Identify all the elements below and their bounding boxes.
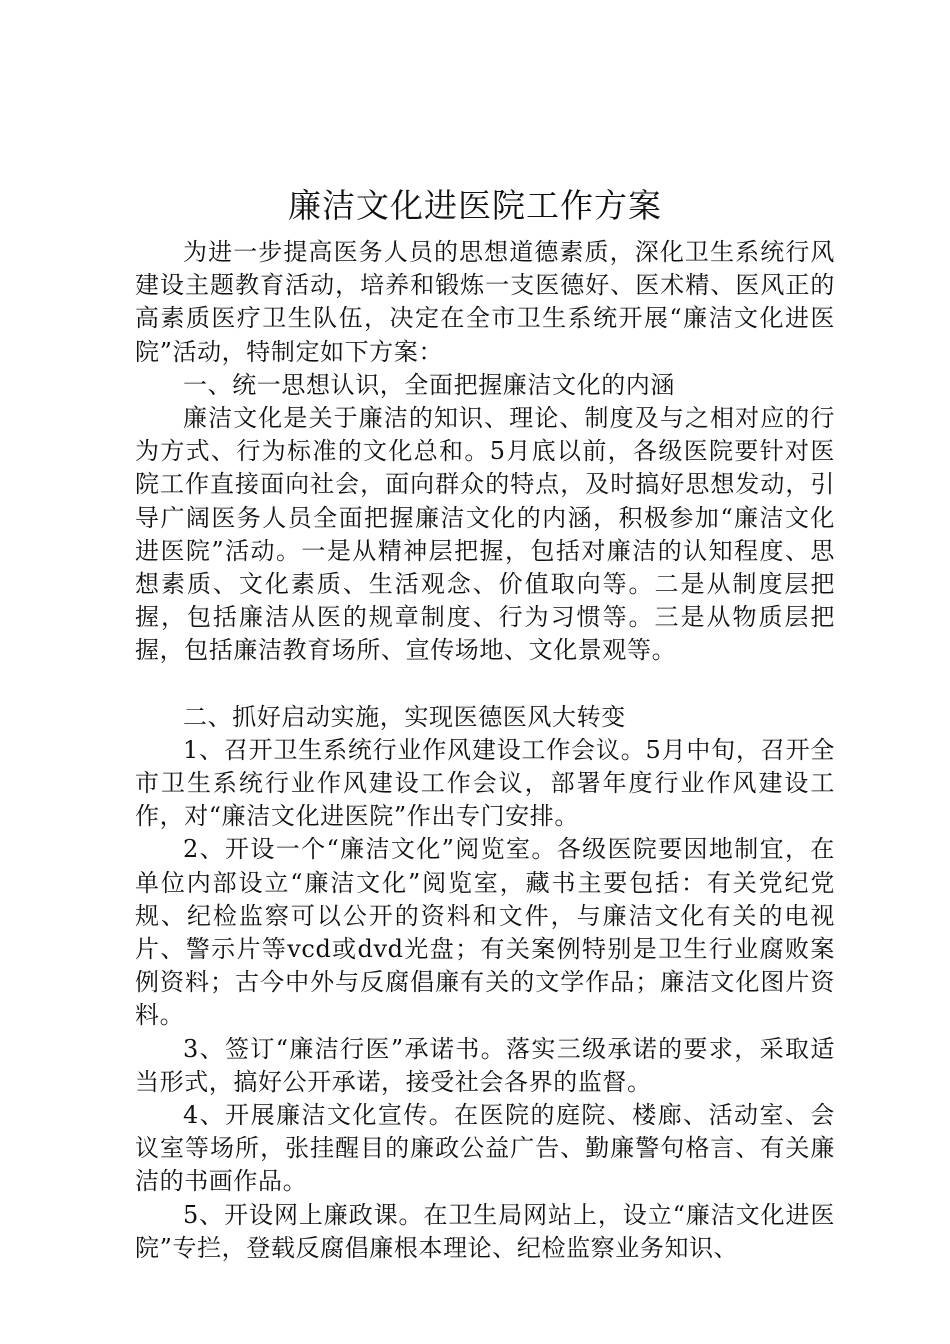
section-1-heading: 一、统一思想认识，全面把握廉洁文化的内涵 <box>183 370 675 399</box>
document-body <box>135 236 835 1265</box>
section-1-paragraph: 廉洁文化是关于廉洁的知识、理论、制度及与之相对应的行为方式、行为标准的文化总和。5月底以前，各级医院要针对医院工作直接面向社会，面向群众的特点，及时搞好思想发动，引导广阔医务人员全面把握廉洁文化的内涵，积极参加“廉洁文化进医院”活动。一是从精神层把握，包括对廉洁的认知程度、思想素质、文化素质、生活观念、价值取向等。二是从制度层把握，包括廉洁从医的规章制度、行为习惯等。三是从物质层把握，包括廉洁教育场所、宣传场地、文化景观等。 <box>135 404 835 665</box>
item-2-paragraph: 2、开设一个“廉洁文化”阅览室。各级医院要因地制宜，在单位内部设立“廉洁文化”阅览室，藏书主要包括：有关党纪党规、纪检监察可以公开的资料和文件，与廉洁文化有关的电视片、警示片等vcd或dvd光盘；有关案例特别是卫生行业腐败案例资料；古今中外与反腐倡廉有关的文学作品；廉洁文化图片资料。 <box>135 835 835 1030</box>
document-title: 廉洁文化进医院工作方案 <box>288 186 662 225</box>
item-5-paragraph: 5、开设网上廉政课。在卫生局网站上，设立“廉洁文化进医院”专拦，登载反腐倡廉根本理论、纪检监察业务知识、 <box>135 1200 835 1262</box>
paragraph-gap <box>135 668 835 701</box>
section-2-heading: 二、抓好启动实施，实现医德医风大转变 <box>183 702 626 731</box>
item-4-paragraph: 4、开展廉洁文化宣传。在医院的庭院、楼廊、活动室、会议室等场所，张挂醒目的廉政公益广告、勤廉警句格言、有关廉洁的书画作品。 <box>135 1101 835 1196</box>
item-1-paragraph: 1、召开卫生系统行业作风建设工作会议。5月中旬，召开全市卫生系统行业作风建设工作会议，部署年度行业作风建设工作，对“廉洁文化进医院”作出专门安排。 <box>135 735 835 831</box>
item-3-paragraph: 3、签订“廉洁行医”承诺书。落实三级承诺的要求，采取适当形式，搞好公开承诺，接受社会各界的监督。 <box>135 1034 835 1096</box>
intro-paragraph: 为进一步提高医务人员的思想道德素质，深化卫生系统行风建设主题教育活动，培养和锻炼一支医德好、医术精、医风正的高素质医疗卫生队伍，决定在全市卫生系统开展“廉洁文化进医院”活动，特制定如下方案： <box>135 238 835 366</box>
